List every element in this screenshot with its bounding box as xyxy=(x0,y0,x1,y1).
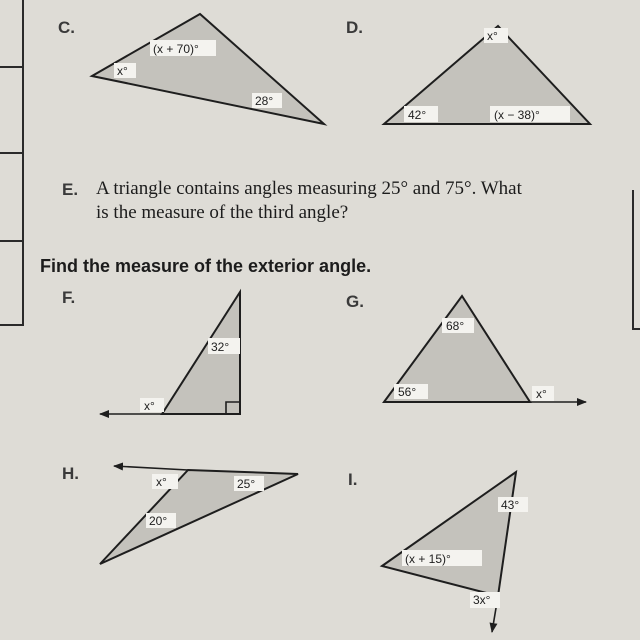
angle-label-c-top: (x + 70)° xyxy=(153,42,199,56)
problem-letter-g: G. xyxy=(346,292,364,311)
triangle-h xyxy=(100,466,298,564)
angle-label-h-exterior: x° xyxy=(156,475,167,489)
angle-label-d-top: x° xyxy=(487,29,498,43)
problem-e-line1: A triangle contains angles measuring 25° and 75°. What xyxy=(96,178,522,199)
angle-label-d-right: (x − 38)° xyxy=(494,108,540,122)
angle-label-h-right: 25° xyxy=(237,477,256,491)
problem-letter-e: E. xyxy=(62,180,79,199)
angle-label-g-top: 68° xyxy=(446,319,465,333)
section-heading: Find the measure of the exterior angle. xyxy=(40,256,372,276)
problem-e-line2: is the measure of the third angle? xyxy=(96,202,349,223)
exterior-ray-h xyxy=(114,466,188,470)
angle-label-d-left: 42° xyxy=(408,108,427,122)
angle-label-c-right: 28° xyxy=(255,94,274,108)
angle-label-i-exterior: 3x° xyxy=(473,593,491,607)
angle-label-g-exterior: x° xyxy=(536,387,547,401)
problem-letter-i: I. xyxy=(348,470,358,489)
angle-label-f-exterior: x° xyxy=(144,399,155,413)
problem-letter-c: C. xyxy=(58,18,75,37)
angle-label-c-left: x° xyxy=(117,64,128,78)
angle-label-h-left: 20° xyxy=(149,514,168,528)
angle-label-g-left: 56° xyxy=(398,385,417,399)
problem-letter-d: D. xyxy=(346,18,363,37)
problem-letter-f: F. xyxy=(62,288,76,307)
problem-letter-h: H. xyxy=(62,464,79,483)
angle-label-i-left: (x + 15)° xyxy=(405,552,451,566)
angle-label-i-top: 43° xyxy=(501,498,520,512)
angle-label-f-top: 32° xyxy=(211,340,230,354)
